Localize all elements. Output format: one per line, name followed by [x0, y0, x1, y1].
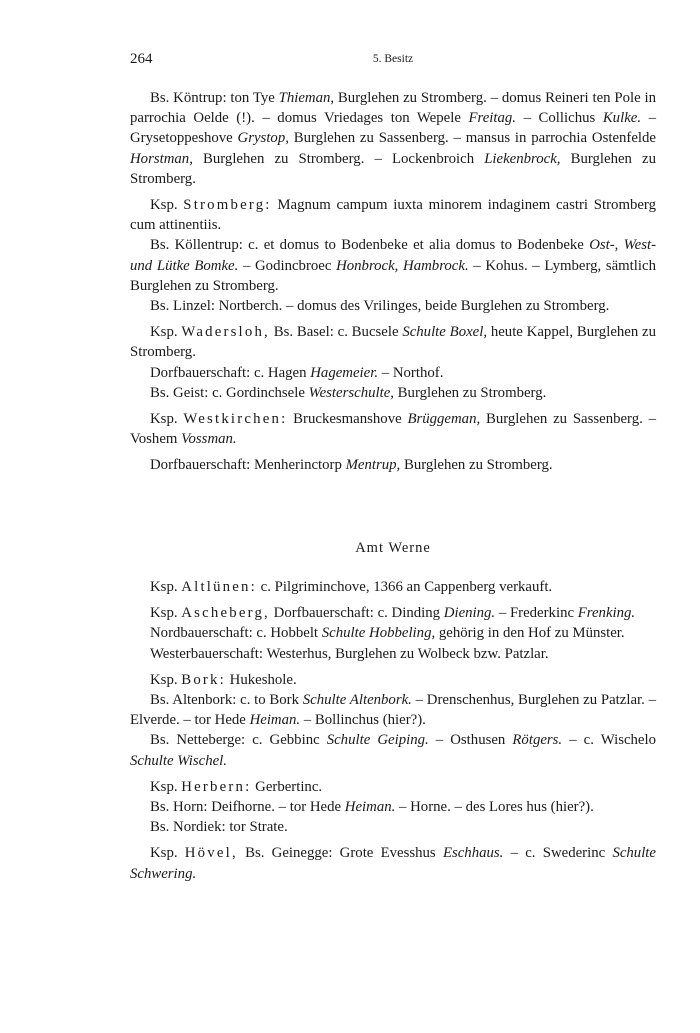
text-run: – Northof. [378, 364, 444, 381]
paragraph [130, 577, 656, 597]
text-run: Bruckesmanshove [287, 411, 408, 428]
name-italic: Eschhaus. [442, 845, 504, 862]
text-run: Burglehen zu Sassenberg. – mansus in parrochia Ostenfelde [288, 130, 656, 147]
name-italic: Honbrock, Hambrock. [336, 257, 469, 274]
name-italic: Schulte Geiping. [326, 732, 429, 749]
paragraph [130, 670, 656, 690]
parish-name: Westkirchen: [183, 411, 288, 428]
paragraph [130, 797, 656, 817]
name-italic: Frenking. [577, 605, 636, 622]
text-run: – Godincbroec [238, 257, 337, 274]
name-italic: Hagemeier. [310, 364, 379, 381]
text-run: – Kohus. – Lymberg, sämtlich Burglehen zu Stromberg. [130, 257, 656, 294]
text-run: Ksp. [150, 579, 182, 595]
paragraph [130, 623, 656, 643]
name-italic: Schulte Schwering. [130, 845, 656, 882]
text-run: Ksp. [150, 671, 182, 688]
name-italic: Mentrup, [345, 457, 401, 474]
paragraph [130, 195, 656, 235]
paragraph [130, 88, 656, 189]
text-run: Bs. Linzel: Nortberch. – domus des Vrilinges, beide Burglehen zu Stromberg. [150, 298, 610, 315]
text-run: Bs. Horn: Deifhorne. – tor Hede [150, 799, 345, 816]
parish-name: Stromberg: [183, 197, 272, 214]
text-run: – Drenschenhus, Burglehen zu Patzlar. – Elverde. – tor Hede [130, 692, 656, 729]
running-title: 5. Besitz [372, 53, 414, 65]
text-run: – c. Wischelo [562, 732, 656, 749]
paragraph [130, 777, 656, 797]
text-run: – Grysetoppeshove [130, 110, 656, 147]
text-run: Ksp. [150, 845, 185, 862]
name-italic: Schulte Wischel. [130, 752, 227, 769]
paragraph [130, 455, 656, 475]
text-run: – Frederkinc [495, 605, 578, 622]
text-run: Burglehen zu Stromberg. – Lockenbroich [192, 150, 485, 167]
page-header [130, 51, 656, 71]
text-run: Ksp. [150, 324, 182, 341]
parish-name: Hövel, [184, 845, 238, 862]
text-run: Gerbertinc. [251, 778, 323, 795]
text-run: Dorfbauerschaft: c. Hagen [150, 364, 311, 381]
name-italic: Heiman. [249, 712, 301, 729]
text-run: Burglehen zu Stromberg. [400, 457, 553, 474]
text-block-top [130, 88, 656, 476]
name-italic: Rötgers. [512, 732, 563, 749]
parish-name: Altlünen: [181, 579, 257, 595]
text-block-bottom [130, 577, 656, 884]
name-italic: Liekenbrock, [484, 150, 561, 167]
text-run: Burglehen zu Sassenberg. – Voshem [130, 411, 656, 448]
text-run: – Bollinchus (hier?). [300, 712, 426, 729]
text-run: c. Pilgriminchove, 1366 an Cappenberg verkauft. [256, 579, 553, 595]
paragraph [130, 322, 656, 362]
text-run: Bs. Köllentrup: c. et domus to Bodenbeke et alia domus to Bodenbeke [150, 237, 590, 254]
section-heading: Amt Werne [355, 540, 431, 556]
paragraph [130, 235, 656, 296]
text-run: Bs. Köntrup: ton Tye [150, 90, 279, 106]
paragraph [130, 363, 656, 383]
text-run: heute Kappel, Burglehen zu Stromberg. [130, 324, 657, 361]
text-run: Hukeshole. [225, 671, 297, 688]
paragraph [130, 644, 656, 664]
paragraph [130, 383, 656, 403]
text-run: Ksp. [150, 778, 182, 795]
text-run: Nordbauerschaft: c. Hobbelt [150, 625, 322, 642]
paragraph [130, 603, 656, 623]
text-run: Magnum campum iuxta minorem indaginem castri Stromberg cum attinentiis. [130, 197, 656, 234]
text-run: Bs. Geinegge: Grote Evesshus [237, 845, 443, 862]
text-run: Westerbauerschaft: Westerhus, Burglehen zu Wolbeck bzw. Patzlar. [150, 645, 549, 662]
name-italic: Diening. [443, 605, 496, 622]
paragraph [130, 690, 656, 730]
name-italic: Thieman [278, 90, 331, 106]
text-run: Ksp. [150, 411, 184, 428]
parish-name: Herbern: [181, 778, 252, 795]
text-run: Dorfbauerschaft: c. Dinding [269, 605, 444, 622]
name-italic: Freitag. [468, 110, 517, 127]
paragraph [130, 843, 656, 883]
text-run: – Horne. – des Lores hus (hier?). [395, 799, 594, 816]
text-run: – Collichus [516, 110, 603, 127]
text-run: – Osthusen [428, 732, 513, 749]
name-italic: Schulte Hobbeling, [321, 625, 436, 642]
name-italic: Brüggeman, [407, 411, 481, 428]
text-run: Bs. Altenbork: c. to Bork [150, 692, 303, 709]
paragraph [130, 409, 656, 449]
name-italic: Horstman, [130, 150, 193, 167]
parish-name: Wadersloh, [181, 324, 270, 341]
text-run: Bs. Netteberge: c. Gebbinc [150, 732, 327, 749]
paragraph [130, 730, 656, 770]
text-run: gehörig in den Hof zu Münster. [435, 625, 625, 642]
paragraph [130, 817, 656, 837]
paragraph [130, 296, 656, 316]
name-italic: Heiman. [344, 799, 396, 816]
text-run: Bs. Geist: c. Gordinchsele [150, 384, 309, 401]
text-run: Ksp. [150, 605, 182, 622]
name-italic: Vossman. [181, 431, 237, 448]
text-run: Burglehen zu Stromberg. [393, 384, 547, 401]
text-run: – c. Swederinc [503, 845, 613, 862]
parish-name: Bork: [181, 671, 226, 688]
name-italic: Schulte Altenbork. [302, 692, 412, 709]
name-italic: Kulke. [602, 110, 642, 127]
page-number: 264 [130, 51, 153, 67]
name-italic: Schulte Boxel, [402, 324, 488, 341]
name-italic: Grystop, [237, 130, 289, 147]
parish-name: Ascheberg, [181, 605, 270, 622]
text-run: Dorfbauerschaft: Menherinctorp [150, 457, 346, 474]
text-run: Bs. Basel: c. Bucsele [269, 324, 403, 341]
name-italic: Westerschulte, [308, 384, 394, 401]
name-italic: Ost-, West- und Lütke Bomke. [130, 237, 656, 274]
text-run: Bs. Nordiek: tor Strate. [150, 819, 288, 836]
text-run: Burglehen zu Stromberg. [130, 150, 656, 187]
text-run: , Burglehen zu Stromberg. – domus Reineri ten Pole in parrochia Oelde (!). – domus Vriedages ton Wepele [130, 90, 656, 127]
text-run: Ksp. [150, 197, 184, 214]
